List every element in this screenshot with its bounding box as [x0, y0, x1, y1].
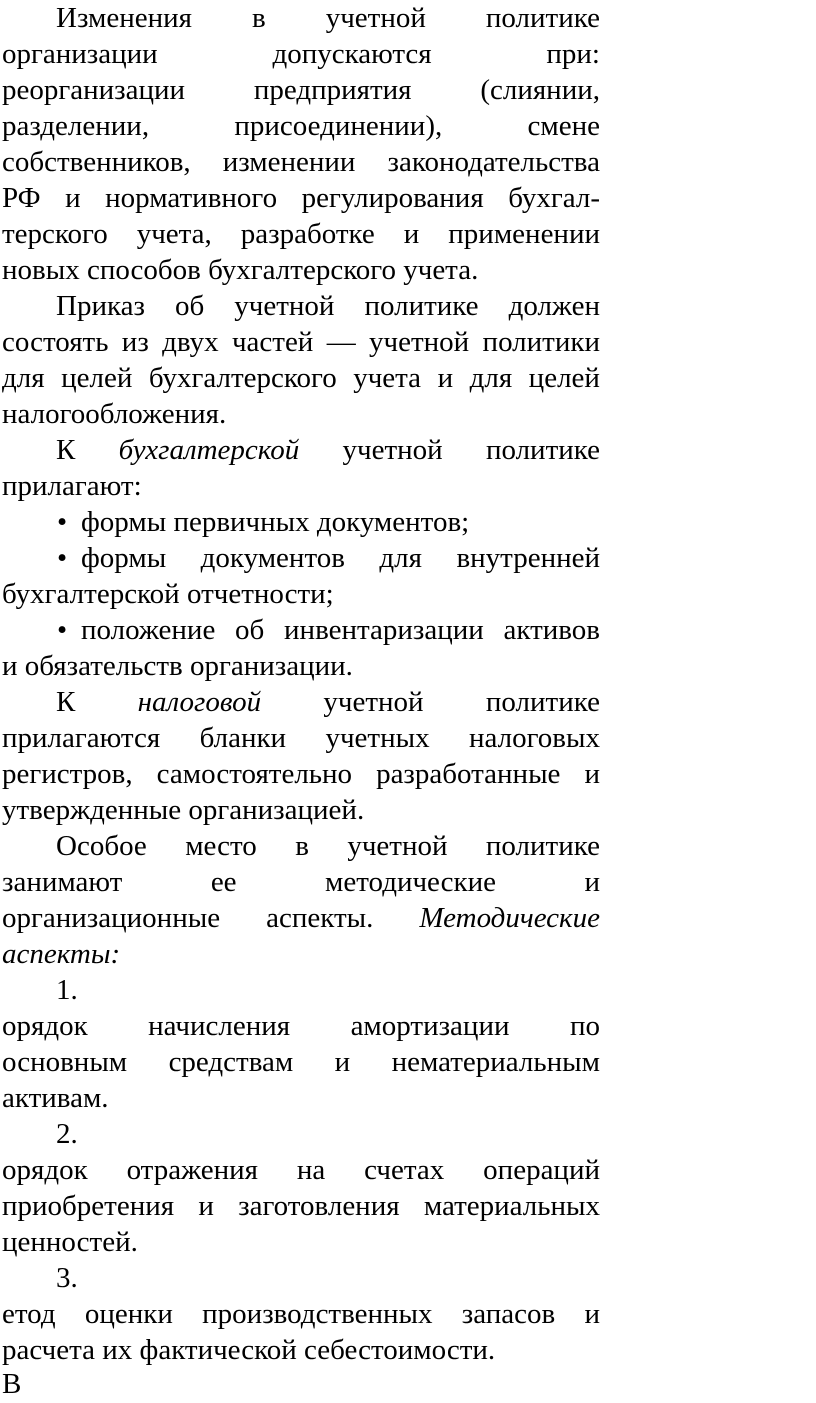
line-text: 1.: [56, 974, 78, 1006]
text-line: [2, 1044, 600, 1080]
word: етод: [2, 1298, 56, 1330]
word: политике: [485, 686, 600, 718]
line-text: расчета их фактической себестоимости.: [2, 1334, 496, 1366]
text-line: [2, 1332, 600, 1368]
word: законодательства: [387, 146, 600, 178]
word: Особое: [56, 830, 147, 862]
text-line: [2, 1224, 600, 1260]
list-item: [57, 504, 600, 540]
text-line: [2, 468, 600, 504]
word: приобретения: [2, 1190, 175, 1222]
list-item: [57, 612, 600, 648]
word: ее: [210, 866, 237, 898]
word: и: [198, 1190, 214, 1222]
word: операций: [483, 1154, 600, 1186]
word: документов: [200, 542, 345, 574]
text-line: [56, 828, 600, 864]
word: применении: [448, 218, 600, 250]
word: средствам: [168, 1046, 294, 1078]
word: разделении,: [2, 110, 150, 142]
word: изменении: [222, 146, 356, 178]
word: и: [584, 866, 600, 898]
word: бухгалтерского: [148, 362, 337, 394]
word: начисления: [148, 1010, 291, 1042]
text-line: [2, 756, 600, 792]
word: нематериальным: [391, 1046, 600, 1078]
word: допускаются: [272, 38, 432, 70]
text-line: [2, 108, 600, 144]
word: учетной: [323, 686, 424, 718]
word: РФ: [2, 182, 41, 214]
word: учетной: [347, 830, 448, 862]
word: методические: [325, 866, 496, 898]
word-italic: бухгалтерской: [118, 434, 300, 466]
word: (слиянии,: [480, 74, 600, 106]
line-text: 2.: [56, 1118, 78, 1150]
word: и: [437, 362, 454, 394]
word: двух: [162, 326, 219, 358]
word: запасов: [461, 1298, 556, 1330]
word: предприятия: [253, 74, 412, 106]
word: инвентаризации: [284, 614, 484, 646]
line-text: бухгалтерской отчетности;: [2, 578, 334, 610]
word: организации: [2, 38, 158, 70]
word: из: [121, 326, 149, 358]
line-text: 3.: [56, 1262, 78, 1294]
text-line: [2, 576, 600, 612]
word: аспекты.: [266, 902, 374, 934]
word: К: [56, 686, 76, 718]
text-line: [2, 1080, 600, 1116]
word: счетах: [364, 1154, 445, 1186]
line-text: и обязательств организации.: [2, 650, 353, 682]
word: разработанные: [376, 758, 561, 790]
text-line: [2, 1296, 600, 1332]
text-line: [56, 0, 600, 36]
text-line: [2, 180, 600, 216]
word: и: [65, 182, 81, 214]
word: учета,: [136, 218, 212, 250]
word: налоговых: [469, 722, 600, 754]
word: в: [252, 2, 266, 34]
word: целей: [528, 362, 600, 394]
text-line: [2, 216, 600, 252]
word: на: [296, 1154, 326, 1186]
word: учетных: [325, 722, 430, 754]
word: отражения: [126, 1154, 258, 1186]
word: для: [379, 542, 422, 574]
list-number: [56, 972, 600, 1008]
text-line: [2, 648, 600, 684]
text-line: [2, 900, 600, 936]
word: активов: [503, 614, 600, 646]
word: Изменения: [56, 2, 192, 34]
line-text: новых способов бухгалтерского учета.: [2, 254, 479, 286]
word: производственных: [202, 1298, 433, 1330]
word: оценки: [84, 1298, 173, 1330]
word: амортизации: [350, 1010, 510, 1042]
word: об: [174, 290, 205, 322]
line-text: прилагают:: [2, 470, 142, 502]
word: занимают: [2, 866, 123, 898]
word: основным: [2, 1046, 128, 1078]
bullet-icon: •: [57, 542, 68, 574]
word: организационные: [2, 902, 221, 934]
word: для: [469, 362, 513, 394]
word: Приказ: [56, 290, 145, 322]
word: частей: [231, 326, 314, 358]
list-number: [56, 1116, 600, 1152]
text-line: [2, 72, 600, 108]
text-line: [56, 684, 600, 720]
word: место: [185, 830, 257, 862]
line-text: налогообложения.: [2, 398, 227, 430]
word: прилагаются: [2, 722, 161, 754]
text-line: [2, 792, 600, 828]
word: орядок: [2, 1010, 88, 1042]
word: положение: [81, 614, 216, 646]
word: должен: [508, 290, 600, 322]
word: самостоятельно: [156, 758, 353, 790]
word-italic: налоговой: [137, 686, 262, 718]
word: бланки: [199, 722, 287, 754]
word: собственников,: [2, 146, 191, 178]
bullet-icon: •: [57, 506, 68, 538]
word: об: [235, 614, 265, 646]
word: учета: [353, 362, 422, 394]
word: разработке: [240, 218, 375, 250]
line-text: формы первичных документов;: [81, 506, 470, 538]
word: присоединении),: [234, 110, 443, 142]
word: заготовления: [238, 1190, 400, 1222]
word: политике: [364, 290, 479, 322]
list-item-text: [81, 612, 600, 648]
text-line: [2, 864, 600, 900]
text-line: [2, 252, 600, 288]
list-item-text: [81, 540, 600, 576]
text-line: [56, 432, 600, 468]
text-line: [2, 1366, 600, 1402]
line-text: утвержденные организацией.: [2, 794, 365, 826]
word: реорганизации: [2, 74, 186, 106]
word: политике: [485, 830, 600, 862]
word: состоять: [2, 326, 109, 358]
text-line: [2, 360, 600, 396]
word: учетной: [234, 290, 335, 322]
word: по: [569, 1010, 600, 1042]
word: целей: [61, 362, 133, 394]
list-number: [56, 1260, 600, 1296]
word: бухгал-: [508, 182, 600, 214]
word: нормативного: [105, 182, 278, 214]
word: регулирования: [301, 182, 484, 214]
text-line: [2, 396, 600, 432]
word-italic: Методические: [419, 902, 600, 934]
word: и: [584, 1298, 600, 1330]
text-line: [2, 144, 600, 180]
text-line: [2, 1008, 600, 1044]
text-line: [2, 936, 600, 972]
word: К: [56, 434, 76, 466]
word: внутренней: [456, 542, 600, 574]
text-line: [2, 1152, 600, 1188]
word: политике: [485, 2, 600, 34]
bullet-icon: •: [57, 614, 68, 646]
word: орядок: [2, 1154, 88, 1186]
word: терского: [2, 218, 108, 250]
word: материальных: [423, 1190, 600, 1222]
word: и: [584, 758, 600, 790]
text-line: [2, 324, 600, 360]
word: учетной: [369, 326, 470, 358]
line-text: В: [2, 1368, 22, 1400]
word: политике: [485, 434, 600, 466]
text-line: [56, 288, 600, 324]
word: и: [334, 1046, 351, 1078]
word: политики: [482, 326, 600, 358]
line-text: ценностей.: [2, 1226, 138, 1258]
word: формы: [81, 542, 167, 574]
line-text: активам.: [2, 1082, 109, 1114]
text-line: [2, 720, 600, 756]
word: в: [295, 830, 309, 862]
line-text-italic: аспекты:: [2, 938, 121, 970]
word: регистров,: [2, 758, 133, 790]
word: и: [403, 218, 420, 250]
text-line: [2, 36, 600, 72]
list-item: [57, 540, 600, 576]
text-line: [2, 1188, 600, 1224]
word: —: [326, 326, 356, 358]
word: учетной: [342, 434, 443, 466]
word: смене: [527, 110, 600, 142]
word: для: [2, 362, 45, 394]
word: при:: [546, 38, 600, 70]
word: учетной: [325, 2, 426, 34]
